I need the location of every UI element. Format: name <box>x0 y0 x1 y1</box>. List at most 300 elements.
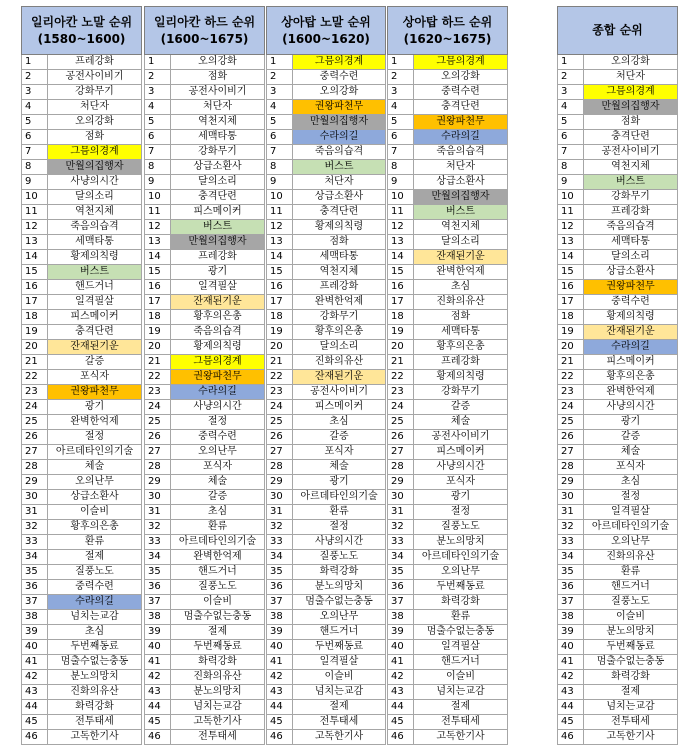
rank-cell: 15 <box>267 265 293 280</box>
engraving-cell: 완벽한억제 <box>414 265 508 280</box>
rank-cell: 30 <box>267 490 293 505</box>
engraving-cell: 오의강화 <box>584 55 678 70</box>
engraving-cell: 절제 <box>48 550 142 565</box>
engraving-cell: 완벽한억제 <box>48 415 142 430</box>
table-row <box>22 175 142 190</box>
rank-cell: 9 <box>22 175 48 190</box>
rank-cell: 28 <box>145 460 171 475</box>
table-row <box>145 505 265 520</box>
rank-cell: 45 <box>145 715 171 730</box>
rank-cell: 21 <box>558 355 584 370</box>
engraving-cell: 진화의유산 <box>48 685 142 700</box>
table-row <box>145 430 265 445</box>
table-row <box>388 685 508 700</box>
table-row <box>388 175 508 190</box>
rank-cell: 45 <box>388 715 414 730</box>
rank-cell: 4 <box>145 100 171 115</box>
engraving-cell: 죽음의습격 <box>293 145 386 160</box>
engraving-cell: 만월의집행자 <box>414 190 508 205</box>
table-row <box>22 280 142 295</box>
table-row <box>22 190 142 205</box>
rank-cell: 34 <box>22 550 48 565</box>
rank-cell: 23 <box>558 385 584 400</box>
engraving-cell: 핸드거너 <box>171 565 265 580</box>
table-row <box>22 100 142 115</box>
table-row <box>22 520 142 535</box>
engraving-cell: 멈출수없는충동 <box>48 655 142 670</box>
rank-cell: 35 <box>558 565 584 580</box>
table-row <box>388 415 508 430</box>
engraving-cell: 전투태세 <box>48 715 142 730</box>
table-row <box>558 610 678 625</box>
table-title: 상아탑 노말 순위 <box>281 14 371 29</box>
engraving-cell: 달의소리 <box>584 250 678 265</box>
rank-cell: 14 <box>267 250 293 265</box>
table-row <box>145 55 265 70</box>
table-row <box>558 70 678 85</box>
table-row <box>388 100 508 115</box>
table-row <box>267 55 386 70</box>
engraving-cell: 체술 <box>414 415 508 430</box>
engraving-cell: 버스트 <box>293 160 386 175</box>
rank-cell: 42 <box>22 670 48 685</box>
engraving-cell: 권왕파천무 <box>584 280 678 295</box>
rank-cell: 21 <box>145 355 171 370</box>
rank-cell: 15 <box>558 265 584 280</box>
rank-cell: 33 <box>267 535 293 550</box>
engraving-cell: 세맥타통 <box>584 235 678 250</box>
table-row <box>267 625 386 640</box>
table-row <box>388 535 508 550</box>
rank-cell: 40 <box>22 640 48 655</box>
rank-cell: 16 <box>22 280 48 295</box>
engraving-cell: 권왕파천무 <box>293 100 386 115</box>
rank-cell: 19 <box>558 325 584 340</box>
table-row <box>558 205 678 220</box>
table-row <box>267 610 386 625</box>
rank-cell: 44 <box>145 700 171 715</box>
table-row <box>558 505 678 520</box>
engraving-cell: 프레강화 <box>414 355 508 370</box>
table-row <box>22 115 142 130</box>
engraving-cell: 피스메이커 <box>414 445 508 460</box>
table-row <box>388 595 508 610</box>
rank-cell: 24 <box>267 400 293 415</box>
engraving-cell: 그믐의경계 <box>293 55 386 70</box>
table-row <box>145 235 265 250</box>
table-row <box>388 295 508 310</box>
table-row <box>388 385 508 400</box>
table-subtitle: (1580~1600) <box>37 31 126 46</box>
engraving-cell: 고독한기사 <box>414 730 508 745</box>
rank-cell: 22 <box>145 370 171 385</box>
rank-cell: 12 <box>22 220 48 235</box>
rank-cell: 45 <box>267 715 293 730</box>
table-row <box>145 520 265 535</box>
engraving-cell: 달의소리 <box>414 235 508 250</box>
table-row <box>22 355 142 370</box>
rank-cell: 31 <box>145 505 171 520</box>
table-row <box>388 445 508 460</box>
engraving-cell: 강화무기 <box>584 190 678 205</box>
rank-cell: 29 <box>22 475 48 490</box>
table-row <box>558 310 678 325</box>
engraving-cell: 버스트 <box>48 265 142 280</box>
table-row <box>267 280 386 295</box>
rank-cell: 13 <box>388 235 414 250</box>
engraving-cell: 질풍노도 <box>414 520 508 535</box>
engraving-cell: 프레강화 <box>48 55 142 70</box>
rank-cell: 5 <box>558 115 584 130</box>
rank-cell: 30 <box>145 490 171 505</box>
rank-cell: 45 <box>558 715 584 730</box>
engraving-cell: 수라의길 <box>48 595 142 610</box>
rank-cell: 43 <box>267 685 293 700</box>
table-row <box>388 205 508 220</box>
engraving-cell: 진화의유산 <box>414 295 508 310</box>
table-title: 상아탑 하드 순위 <box>402 14 493 29</box>
ranking-table-ivory-tower-hard <box>387 6 508 745</box>
table-row <box>388 340 508 355</box>
rank-cell: 12 <box>388 220 414 235</box>
rank-cell: 7 <box>22 145 48 160</box>
rank-cell: 40 <box>388 640 414 655</box>
rank-cell: 23 <box>22 385 48 400</box>
table-row <box>267 355 386 370</box>
rank-cell: 3 <box>558 85 584 100</box>
engraving-cell: 고독한기사 <box>584 730 678 745</box>
rank-cell: 25 <box>22 415 48 430</box>
rank-cell: 12 <box>267 220 293 235</box>
rank-cell: 8 <box>267 160 293 175</box>
rank-cell: 39 <box>22 625 48 640</box>
rank-cell: 41 <box>267 655 293 670</box>
rank-cell: 9 <box>558 175 584 190</box>
table-row <box>388 730 508 745</box>
table-title: 일리아칸 노말 순위 <box>30 14 133 29</box>
table-row <box>22 475 142 490</box>
rank-cell: 43 <box>558 685 584 700</box>
rank-cell: 17 <box>145 295 171 310</box>
engraving-cell: 상급소환사 <box>171 160 265 175</box>
table-row <box>145 355 265 370</box>
rank-cell: 26 <box>388 430 414 445</box>
table-row <box>145 250 265 265</box>
table-row <box>558 625 678 640</box>
engraving-cell: 멈출수없는충동 <box>171 610 265 625</box>
engraving-cell: 완벽한억제 <box>584 385 678 400</box>
engraving-cell: 세맥타통 <box>48 235 142 250</box>
table-body <box>267 55 386 745</box>
engraving-cell: 세맥타통 <box>414 325 508 340</box>
engraving-cell: 광기 <box>293 475 386 490</box>
engraving-cell: 점화 <box>293 235 386 250</box>
engraving-cell: 완벽한억제 <box>171 550 265 565</box>
table-row <box>22 385 142 400</box>
engraving-cell: 충격단련 <box>584 130 678 145</box>
engraving-cell: 수라의길 <box>584 340 678 355</box>
table-row <box>22 250 142 265</box>
engraving-cell: 갈증 <box>414 400 508 415</box>
table-row <box>388 430 508 445</box>
rank-cell: 4 <box>558 100 584 115</box>
engraving-cell: 전투태세 <box>584 715 678 730</box>
engraving-cell: 일격필살 <box>293 655 386 670</box>
engraving-cell: 갈증 <box>584 430 678 445</box>
rank-cell: 36 <box>267 580 293 595</box>
engraving-cell: 그믐의경계 <box>48 145 142 160</box>
table-header <box>388 7 508 55</box>
table-row <box>388 370 508 385</box>
table-row <box>267 160 386 175</box>
table-row <box>145 625 265 640</box>
table-row <box>388 355 508 370</box>
rank-cell: 44 <box>22 700 48 715</box>
table-row <box>145 610 265 625</box>
table-row <box>558 55 678 70</box>
rank-cell: 7 <box>558 145 584 160</box>
engraving-cell: 달의소리 <box>293 340 386 355</box>
engraving-cell: 두번째동료 <box>48 640 142 655</box>
rank-cell: 1 <box>22 55 48 70</box>
table-row <box>558 640 678 655</box>
table-subtitle: (1600~1620) <box>282 31 370 46</box>
rank-cell: 35 <box>22 565 48 580</box>
rank-cell: 38 <box>267 610 293 625</box>
engraving-cell: 죽음의습격 <box>171 325 265 340</box>
rank-cell: 26 <box>558 430 584 445</box>
engraving-cell: 고독한기사 <box>293 730 386 745</box>
rank-cell: 13 <box>22 235 48 250</box>
engraving-cell: 사냥의시간 <box>293 535 386 550</box>
rank-cell: 34 <box>145 550 171 565</box>
table-row <box>558 250 678 265</box>
table-row <box>388 700 508 715</box>
table-row <box>558 460 678 475</box>
table-row <box>558 715 678 730</box>
engraving-cell: 그믐의경계 <box>171 355 265 370</box>
table-row <box>558 415 678 430</box>
engraving-cell: 분노의망치 <box>48 670 142 685</box>
rank-cell: 31 <box>558 505 584 520</box>
rank-cell: 34 <box>558 550 584 565</box>
table-row <box>558 370 678 385</box>
table-row <box>145 295 265 310</box>
table-row <box>558 685 678 700</box>
table-row <box>145 175 265 190</box>
rank-cell: 15 <box>22 265 48 280</box>
rank-cell: 16 <box>388 280 414 295</box>
table-row <box>267 115 386 130</box>
table-row <box>267 370 386 385</box>
rank-cell: 37 <box>145 595 171 610</box>
engraving-cell: 사냥의시간 <box>48 175 142 190</box>
table-row <box>22 610 142 625</box>
engraving-cell: 이슬비 <box>171 595 265 610</box>
rank-cell: 29 <box>558 475 584 490</box>
rank-cell: 16 <box>558 280 584 295</box>
engraving-cell: 광기 <box>48 400 142 415</box>
rank-cell: 42 <box>388 670 414 685</box>
table-row <box>145 310 265 325</box>
table-row <box>267 340 386 355</box>
rank-cell: 22 <box>558 370 584 385</box>
rank-cell: 19 <box>145 325 171 340</box>
engraving-cell: 프레강화 <box>293 280 386 295</box>
table-row <box>267 385 386 400</box>
table-row <box>558 580 678 595</box>
engraving-cell: 환류 <box>414 610 508 625</box>
table-row <box>267 130 386 145</box>
engraving-cell: 잔재된기운 <box>171 295 265 310</box>
table-row <box>388 325 508 340</box>
engraving-cell: 화력강화 <box>171 655 265 670</box>
rank-cell: 22 <box>22 370 48 385</box>
engraving-cell: 질풍노도 <box>171 580 265 595</box>
engraving-cell: 환류 <box>171 520 265 535</box>
table-row <box>145 640 265 655</box>
rank-cell: 3 <box>22 85 48 100</box>
table-row <box>22 565 142 580</box>
rank-cell: 9 <box>145 175 171 190</box>
engraving-cell: 오의난무 <box>171 445 265 460</box>
table-row <box>145 670 265 685</box>
engraving-cell: 버스트 <box>171 220 265 235</box>
table-row <box>388 55 508 70</box>
table-row <box>267 430 386 445</box>
table-row <box>22 295 142 310</box>
rank-cell: 36 <box>22 580 48 595</box>
ranking-table-ilyakan-normal <box>21 6 142 745</box>
table-row <box>267 535 386 550</box>
engraving-cell: 멈출수없는충동 <box>293 595 386 610</box>
table-row <box>388 460 508 475</box>
rank-cell: 22 <box>388 370 414 385</box>
table-row <box>22 70 142 85</box>
engraving-cell: 상급소환사 <box>293 190 386 205</box>
table-row <box>267 460 386 475</box>
engraving-cell: 광기 <box>171 265 265 280</box>
rank-cell: 6 <box>145 130 171 145</box>
table-row <box>388 250 508 265</box>
engraving-cell: 중력수련 <box>584 295 678 310</box>
rank-cell: 27 <box>22 445 48 460</box>
table-row <box>388 565 508 580</box>
table-row <box>145 700 265 715</box>
engraving-cell: 만월의집행자 <box>48 160 142 175</box>
table-row <box>558 265 678 280</box>
engraving-cell: 그믐의경계 <box>414 55 508 70</box>
engraving-cell: 초심 <box>584 475 678 490</box>
rank-cell: 35 <box>267 565 293 580</box>
table-body <box>22 55 142 745</box>
table-row <box>267 685 386 700</box>
engraving-cell: 멈출수없는충동 <box>584 655 678 670</box>
table-row <box>267 175 386 190</box>
rank-cell: 29 <box>145 475 171 490</box>
engraving-cell: 공전사이비기 <box>171 85 265 100</box>
engraving-cell: 분노의망치 <box>414 535 508 550</box>
rank-cell: 10 <box>388 190 414 205</box>
table-row <box>558 430 678 445</box>
engraving-cell: 충격단련 <box>293 205 386 220</box>
rank-cell: 42 <box>145 670 171 685</box>
table-row <box>22 730 142 745</box>
engraving-cell: 두번째동료 <box>293 640 386 655</box>
table-row <box>267 220 386 235</box>
engraving-cell: 역천지체 <box>293 265 386 280</box>
rank-cell: 8 <box>558 160 584 175</box>
engraving-cell: 중력수련 <box>48 580 142 595</box>
rank-cell: 5 <box>388 115 414 130</box>
engraving-cell: 오의강화 <box>414 70 508 85</box>
table-row <box>267 730 386 745</box>
rank-cell: 39 <box>267 625 293 640</box>
table-row <box>145 550 265 565</box>
engraving-cell: 두번째동료 <box>414 580 508 595</box>
table-row <box>388 490 508 505</box>
engraving-cell: 황후의은총 <box>584 370 678 385</box>
engraving-cell: 역천지체 <box>584 160 678 175</box>
rank-cell: 34 <box>267 550 293 565</box>
rank-cell: 27 <box>145 445 171 460</box>
engraving-cell: 프레강화 <box>584 205 678 220</box>
table-row <box>267 445 386 460</box>
engraving-cell: 포식자 <box>584 460 678 475</box>
rank-cell: 37 <box>558 595 584 610</box>
engraving-cell: 역천지체 <box>414 220 508 235</box>
rank-cell: 2 <box>22 70 48 85</box>
engraving-cell: 갈증 <box>48 355 142 370</box>
engraving-cell: 핸드거너 <box>414 655 508 670</box>
table-row <box>145 130 265 145</box>
table-row <box>22 220 142 235</box>
rank-cell: 32 <box>558 520 584 535</box>
engraving-cell: 처단자 <box>584 70 678 85</box>
rank-cell: 6 <box>22 130 48 145</box>
table-row <box>145 490 265 505</box>
table-row <box>145 685 265 700</box>
rank-cell: 17 <box>267 295 293 310</box>
rank-cell: 46 <box>145 730 171 745</box>
table-row <box>22 535 142 550</box>
table-row <box>145 340 265 355</box>
table-row <box>558 490 678 505</box>
rank-cell: 2 <box>558 70 584 85</box>
rank-cell: 39 <box>145 625 171 640</box>
engraving-cell: 수라의길 <box>414 130 508 145</box>
table-row <box>558 730 678 745</box>
table-header <box>145 7 265 55</box>
engraving-cell: 분노의망치 <box>584 625 678 640</box>
table-row <box>388 715 508 730</box>
rank-cell: 7 <box>145 145 171 160</box>
engraving-cell: 고독한기사 <box>48 730 142 745</box>
rank-cell: 38 <box>388 610 414 625</box>
table-row <box>22 340 142 355</box>
table-row <box>267 295 386 310</box>
rank-cell: 42 <box>267 670 293 685</box>
rank-cell: 25 <box>388 415 414 430</box>
rank-cell: 18 <box>22 310 48 325</box>
table-row <box>267 670 386 685</box>
rank-cell: 32 <box>145 520 171 535</box>
table-row <box>22 550 142 565</box>
table-row <box>22 655 142 670</box>
table-row <box>388 520 508 535</box>
engraving-cell: 아르데타인의기술 <box>171 535 265 550</box>
rank-cell: 18 <box>558 310 584 325</box>
